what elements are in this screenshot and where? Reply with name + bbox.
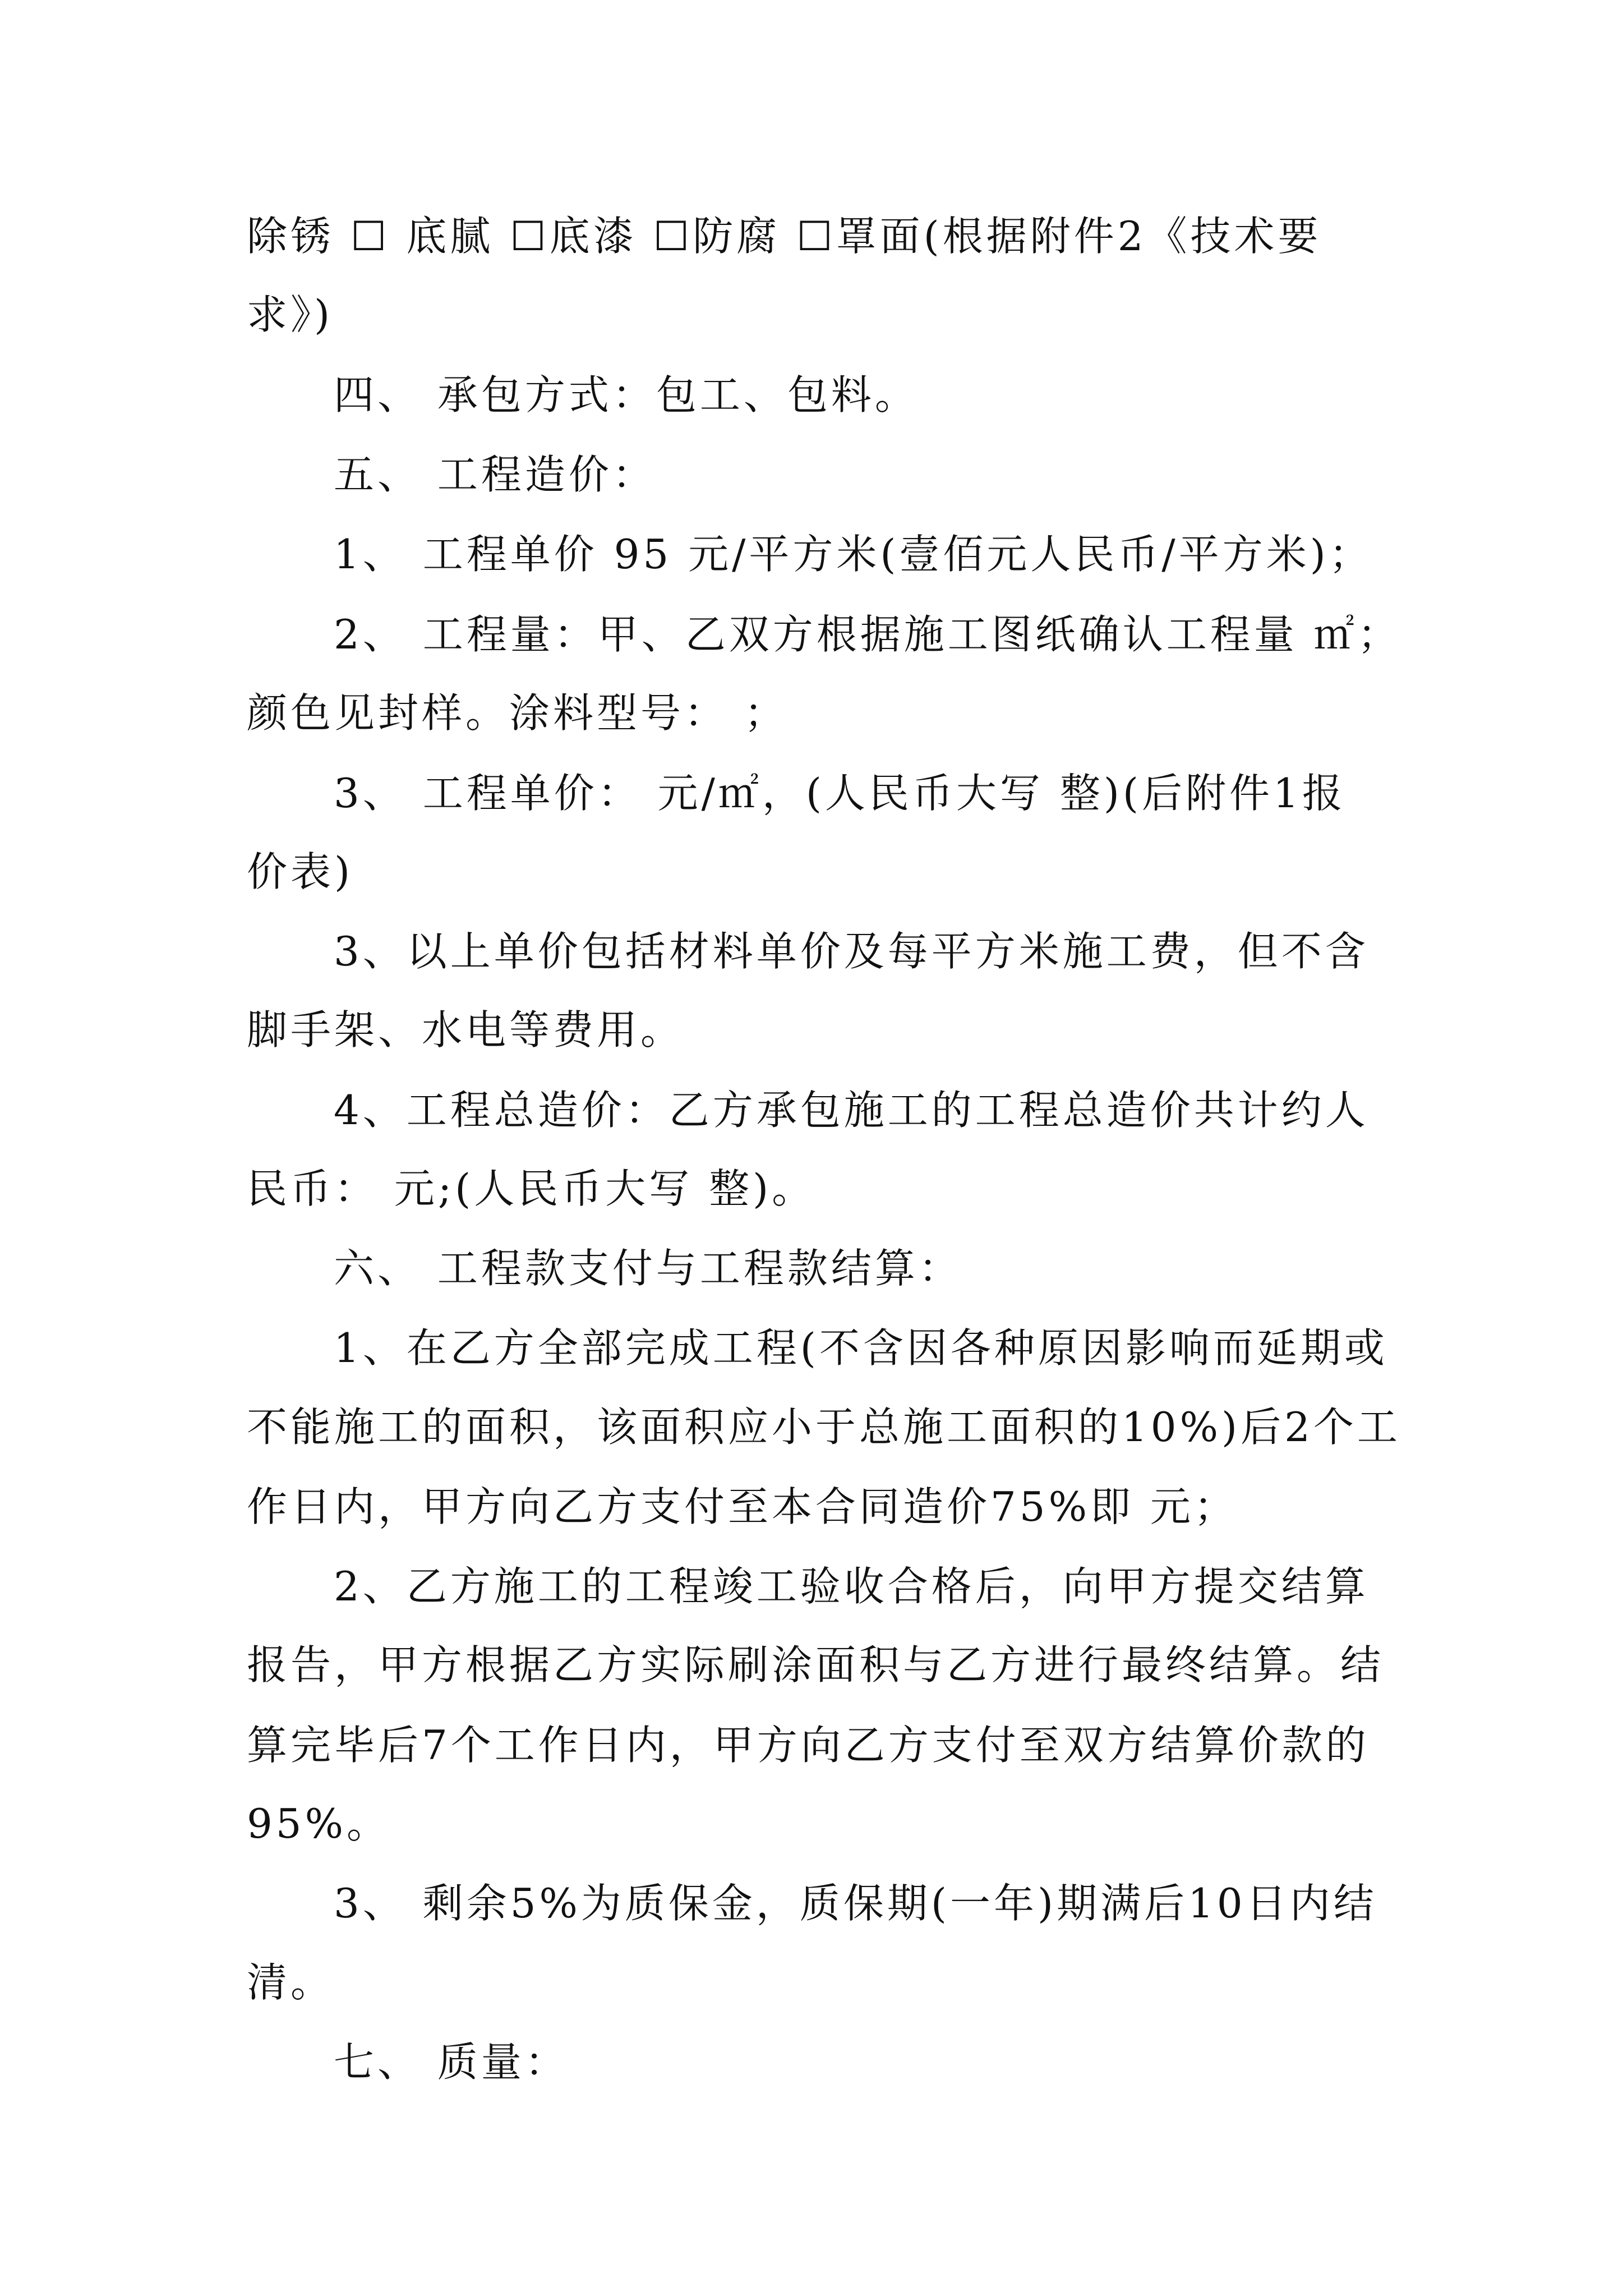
section-heading: 七、 质量： [334, 2039, 569, 2086]
text-line: 1、 工程单价 95 元/平方米(壹佰元人民币/平方米)； [334, 531, 1373, 578]
text-line: 价表) [247, 848, 354, 895]
text-line: 1、在乙方全部完成工程(不含因各种原因影响而延期或 [334, 1324, 1388, 1372]
section-heading: 四、 承包方式：包工、包料。 [334, 371, 919, 418]
text-line: 3、以上单价包括材料单价及每平方米施工费，但不含 [334, 928, 1369, 975]
text-line: 4、工程总造价：乙方承包施工的工程总造价共计约人 [334, 1087, 1369, 1134]
text-line: 不能施工的面积，该面积应小于总施工面积的10%)后2个工 [247, 1404, 1401, 1451]
text-line: 作日内，甲方向乙方支付至本合同造价75%即 元； [247, 1483, 1238, 1530]
text-line: 3、 工程单价： 元/㎡，(人民币大写 整)(后附件1报 [334, 770, 1346, 817]
text-line: 95%。 [247, 1800, 391, 1847]
text-line: 2、乙方施工的工程竣工验收合格后，向甲方提交结算 [334, 1563, 1369, 1610]
text-line: 2、 工程量：甲、乙双方根据施工图纸确认工程量 ㎡； [334, 611, 1401, 658]
section-heading: 五、 工程造价： [334, 451, 656, 498]
text-line: 除锈 ☐ 底腻 ☐底漆 ☐防腐 ☐罩面(根据附件2《技术要 [247, 213, 1322, 260]
section-heading: 六、 工程款支付与工程款结算： [334, 1245, 962, 1292]
text-line: 报告，甲方根据乙方实际刷涂面积与乙方进行最终结算。结 [247, 1641, 1385, 1688]
text-line: 3、 剩余5%为质保金，质保期(一年)期满后10日内结 [334, 1880, 1377, 1927]
text-line: 算完毕后7个工作日内，甲方向乙方支付至双方结算价款的 [247, 1722, 1370, 1769]
text-line: 清。 [247, 1959, 335, 2006]
text-line: 颜色见封样。涂料型号： ； [247, 689, 788, 737]
text-line: 脚手架、水电等费用。 [247, 1006, 685, 1053]
text-line: 求》) [247, 291, 334, 338]
text-line: 民币： 元;(人民币大写 整)。 [247, 1165, 816, 1212]
